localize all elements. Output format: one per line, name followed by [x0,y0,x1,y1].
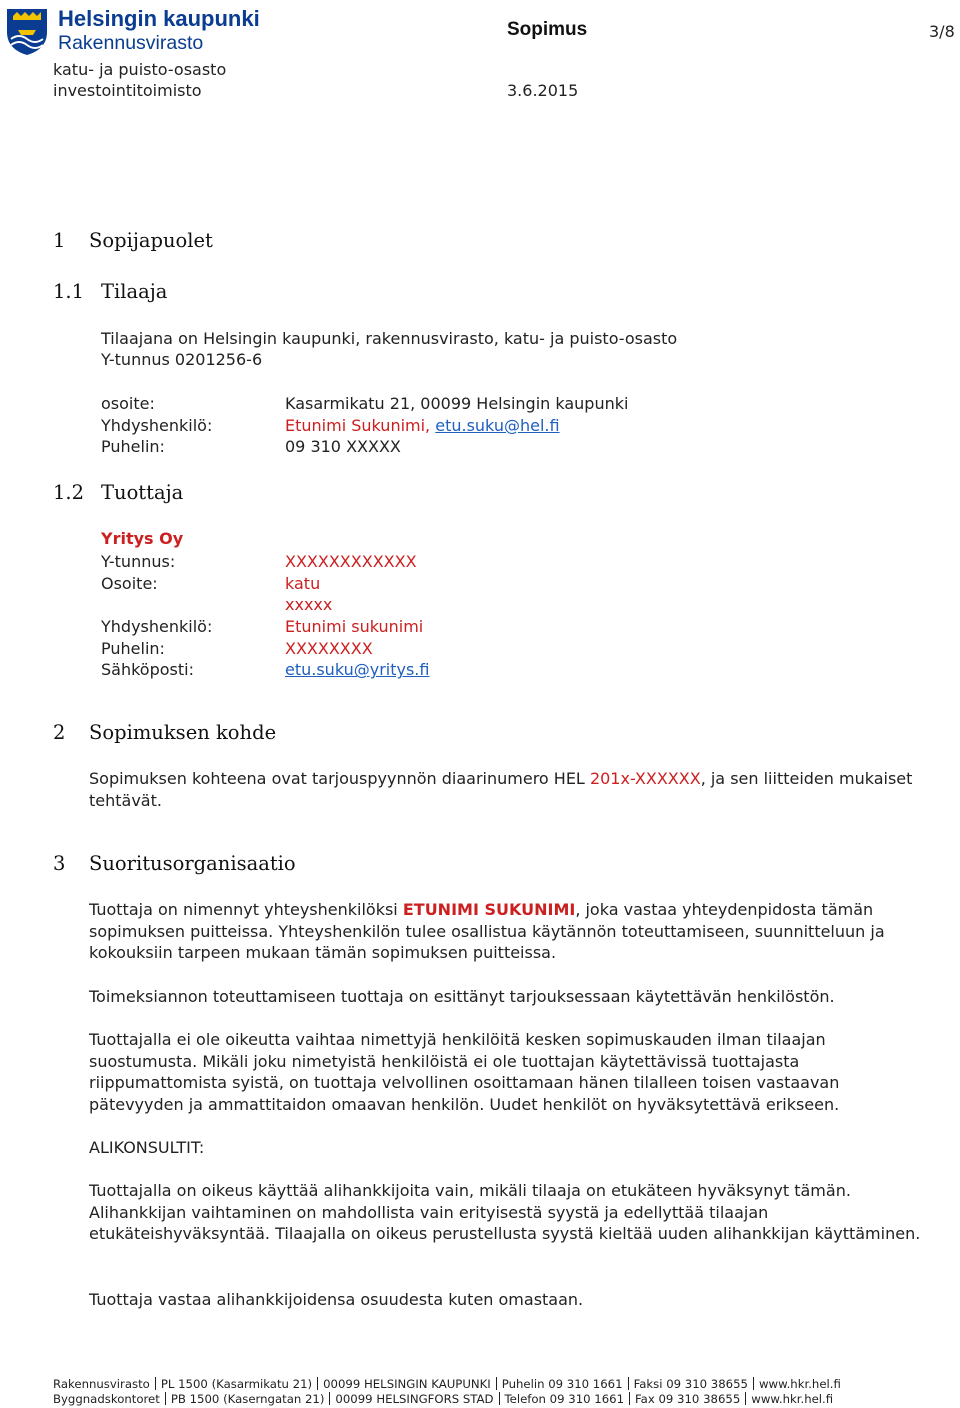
section-3-paragraph-6: Tuottaja vastaa alihankkijoidensa osuudesta kuten omastaan. [89,1290,584,1309]
dept-line-2: investointitoimisto [53,81,202,100]
tuottaja-details [101,551,701,681]
section-3-title: Suoritusorganisaatio [89,852,296,875]
tuottaja-company: Yritys Oy [101,529,184,548]
section-3-paragraph-2: Toimeksiannon toteuttamiseen tuottaja on esittänyt tarjouksessaan käytettävän henkilöstön. [89,987,835,1006]
footer-fi-1: PL 1500 (Kasarmikatu 21) [160,1377,313,1391]
section-1-1-number: 1.1 [53,280,85,303]
tuottaja-ytunnus-value: XXXXXXXXXXXX [285,552,417,571]
section-2-title: Sopimuksen kohde [89,721,277,744]
document-title: Sopimus [507,19,588,40]
footer-sv-5: www.hkr.hel.fi [751,1392,834,1406]
tuottaja-contact-value: Etunimi sukunimi [285,617,424,637]
org-name: Helsingin kaupunki [58,6,260,31]
section-3-contact-name: ETUNIMI SUKUNIMI [402,900,576,919]
dept-line-1: katu- ja puisto-osasto [53,60,227,79]
footer-finnish [53,1377,841,1391]
org-sub: Rakennusvirasto [58,32,204,54]
tilaaja-contact-email-link[interactable]: etu.suku@hel.fi [435,415,560,435]
tilaaja-ytunnus: Y-tunnus 0201256-6 [101,350,263,369]
section-1-heading [53,229,213,252]
section-3-paragraph-4: ALIKONSULTIT: [89,1138,205,1157]
tilaaja-intro: Tilaajana on Helsingin kaupunki, rakennusvirasto, katu- ja puisto-osasto [101,329,678,348]
section-3-paragraph-5: Tuottajalla on oikeus käyttää alihankkijoita vain, mikäli tilaaja on etukäteen hyväksynyt tämän. Alihankkijan vaihtaminen on mahdollista vain erityisestä syystä ja edellyttää tilaajan etukäteishyväksyntää. Tilaajalla on oikeus perustellusta syystä kieltää uuden alihankkijan käyttäminen. [89,1181,921,1244]
section-3-paragraph-1 [89,899,934,964]
section-3-p1-before: Tuottaja on nimennyt yhteyshenkilöksi [89,900,403,919]
tuottaja-address-line-1: katu [285,573,321,593]
tuottaja-contact-label: Yhdyshenkilö: [101,617,213,637]
tuottaja-phone-value: XXXXXXXX [285,638,373,658]
section-1-title: Sopijapuolet [89,229,213,252]
section-3-heading [53,852,296,875]
section-3-number: 3 [53,852,66,875]
section-1-1-title: Tilaaja [101,280,168,303]
section-1-2-number: 1.2 [53,481,85,504]
section-1-1-heading [53,280,167,303]
tuottaja-address-line-2: xxxxx [285,595,333,615]
footer-fi-5: www.hkr.hel.fi [758,1377,841,1391]
section-1-number: 1 [53,229,66,252]
document-date: 3.6.2015 [507,81,579,100]
tilaaja-details [101,393,701,458]
footer-fi-3: Puhelin 09 310 1661 [501,1377,623,1391]
page-number: 3/8 [929,22,955,41]
footer-sv-3: Telefon 09 310 1661 [504,1392,625,1406]
tuottaja-address-label: Osoite: [101,573,158,593]
footer-fi-0: Rakennusvirasto [53,1377,150,1391]
tilaaja-phone-label: Puhelin: [101,437,165,457]
section-3-p1-after: , joka vastaa yhteydenpidosta tämän sopimuksen puitteissa. Yhteyshenkilön tulee osallistua käytännön toteuttamiseen, suunnitteluun ja kokouksiin tarpeen mukaan tämän sopimuksen puitteissa. [89,900,885,963]
section-2-diaarinumero: 201x-XXXXXX [589,769,701,788]
section-3-paragraph-3: Tuottajalla ei ole oikeutta vaihtaa nimettyjä henkilöitä kesken sopimuskauden ilman tilaajan suostumusta. Mikäli joku nimetyistä henkilöistä ei ole tuottajan käytettävissä tuottajasta riippumattomista syistä, on tuottaja velvollinen osoittamaan hänen tilalleen toisen vastaavan pätevyyden ja ammattitaidon omaavan henkilön. Uudet henkilöt on hyväksytettävä erikseen. [89,1030,840,1114]
tilaaja-contact-name: Etunimi Sukunimi, [285,415,431,435]
tilaaja-phone-value: 09 310 XXXXX [285,437,401,457]
tilaaja-contact-value [285,415,560,437]
section-1-2-heading [53,481,183,504]
section-2-number: 2 [53,721,66,744]
footer-fi-4: Faksi 09 310 38655 [633,1377,748,1391]
footer-swedish [53,1392,833,1406]
section-2-text-after: , ja sen liitteiden mukaiset tehtävät. [89,769,913,810]
tuottaja-email-link[interactable]: etu.suku@yritys.fi [285,660,430,680]
footer-sv-2: 00099 HELSINGFORS STAD [335,1392,494,1406]
section-1-2-title: Tuottaja [101,481,184,504]
section-2-paragraph [89,768,934,811]
footer-sv-0: Byggnadskontoret [53,1392,160,1406]
tuottaja-phone-label: Puhelin: [101,638,165,658]
tilaaja-address-value: Kasarmikatu 21, 00099 Helsingin kaupunki [285,394,629,413]
tilaaja-contact-label: Yhdyshenkilö: [101,415,213,435]
tuottaja-ytunnus-label: Y-tunnus: [101,552,176,571]
footer-fi-2: 00099 HELSINGIN KAUPUNKI [323,1377,491,1391]
section-2-heading [53,721,276,744]
tilaaja-address-label: osoite: [101,394,155,413]
footer-sv-4: Fax 09 310 38655 [635,1392,741,1406]
city-crest-logo [4,6,50,56]
tuottaja-email-label: Sähköposti: [101,660,194,680]
footer-sv-1: PB 1500 (Kaserngatan 21) [170,1392,325,1406]
section-2-text-before: Sopimuksen kohteena ovat tarjouspyynnön diaarinumero HEL [89,769,590,788]
